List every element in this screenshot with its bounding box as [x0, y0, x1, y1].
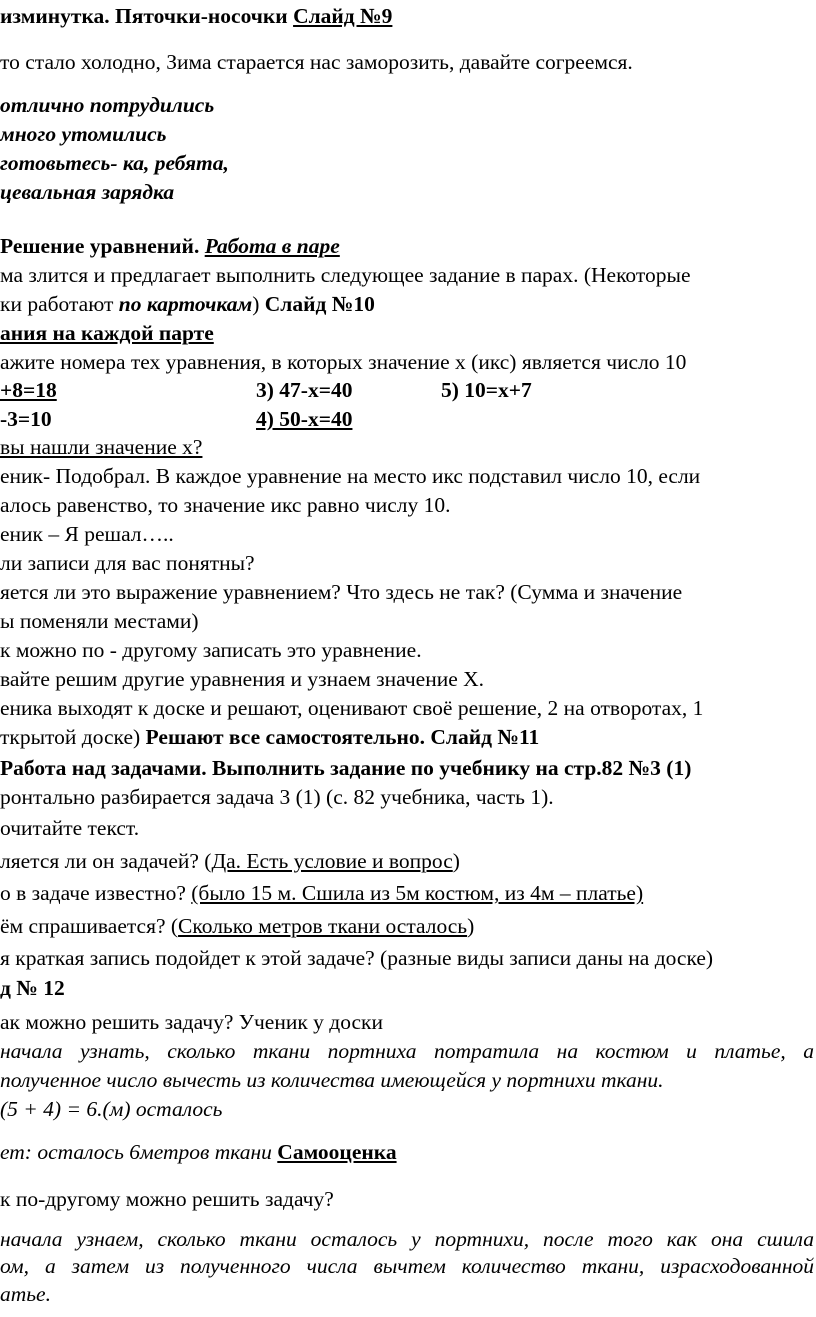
text-span: ) — [452, 849, 460, 873]
self-assessment-label: Самооценка — [277, 1140, 397, 1164]
cards-emphasis: по карточкам — [118, 292, 253, 316]
equations-heading: Решение уравнений — [0, 234, 194, 258]
text-line: ма злится и предлагает выполнить следующее задание в парах. (Некоторые — [0, 263, 691, 287]
text-line: еник- Подобрал. В каждое уравнение на место икс подставил число 10, если — [0, 464, 701, 488]
answer-underlined: (было 15 м. Сшила из 5м костюм, из 4м – платье) — [191, 881, 644, 905]
slide-11-label: Решают все самостоятельно. Слайд №11 — [145, 725, 540, 749]
question-line: вы нашли значение х? — [0, 435, 203, 459]
text-span: ткрытой доске) — [0, 725, 146, 749]
text-line: я краткая запись подойдет к этой задаче? (разные виды записи даны на доске) — [0, 946, 714, 970]
text-line: алось равенство, то значение икс равно числу 10. — [0, 493, 451, 517]
text-line — [0, 291, 375, 317]
solution-line: начала узнать, сколько ткани портниха потратила на костюм и платье, а — [0, 1039, 814, 1063]
solution-expression: (5 + 4) = 6.(м) осталось — [0, 1097, 223, 1121]
poem-line: цевальная зарядка — [0, 180, 175, 204]
equation-3: 3) 47-х=40 — [256, 378, 353, 402]
equation-1: +8=18 — [0, 378, 57, 402]
poem-line: отлично потрудились — [0, 93, 215, 117]
equations-row-1 — [0, 377, 816, 403]
text-line — [0, 848, 460, 874]
text-line — [0, 724, 539, 750]
text-line: к по-другому можно решить задачу? — [0, 1187, 334, 1211]
text-line: ажите номера тех уравнения, в которых значение х (икс) является число 10 — [0, 350, 687, 374]
poem-line: готовьтесь- ка, ребята, — [0, 151, 229, 175]
solution-line: атье. — [0, 1282, 51, 1306]
text-span: ляется ли он задачей? ( — [0, 849, 212, 873]
text-span: ) — [467, 914, 475, 938]
text-line: к можно по - другому записать это уравнение. — [0, 638, 422, 662]
equation-5: 5) 10=х+7 — [441, 378, 532, 402]
text-line: ронтально разбирается задача 3 (1) (с. 82 учебника, часть 1). — [0, 785, 554, 809]
answer-text: ет: осталось 6метров ткани — [0, 1140, 278, 1164]
text-span: ) — [252, 292, 265, 316]
pair-work-label: Работа в паре — [204, 234, 340, 258]
section-title-equations — [0, 233, 340, 259]
text-span: ки работают — [0, 292, 119, 316]
text-line: яется ли это выражение уравнением? Что здесь не так? (Сумма и значение — [0, 580, 683, 604]
equations-row-2 — [0, 406, 816, 432]
text-line: то стало холодно, Зима старается нас заморозить, давайте согреемся. — [0, 50, 633, 74]
text-line — [0, 880, 643, 906]
answer-line — [0, 1139, 397, 1165]
slide-9-label: Слайд №9 — [293, 4, 393, 28]
solution-line: ом, а затем из полученного числа вычтем количество ткани, израсходованной — [0, 1254, 814, 1278]
fizminutka-title: изминутка. Пяточки-носочки — [0, 4, 294, 28]
text-line — [0, 913, 474, 939]
text-line: еника выходят к доске и решают, оценивают своё решение, 2 на отворотах, 1 — [0, 696, 704, 720]
text-line: очитайте текст. — [0, 816, 140, 840]
answer-underlined: Да. Есть условие и вопрос — [211, 849, 453, 873]
answer-underlined: Сколько метров ткани осталось — [178, 914, 468, 938]
slide-10-label: Слайд №10 — [264, 292, 375, 316]
text-line: еник – Я решал….. — [0, 522, 174, 546]
task-heading: ания на каждой парте — [0, 321, 214, 345]
text-span: о в задаче известно? — [0, 881, 192, 905]
poem-line: много утомились — [0, 122, 167, 146]
equation-4: 4) 50-х=40 — [256, 407, 353, 431]
text-span: ём спрашивается? ( — [0, 914, 179, 938]
solution-line: начала узнаем, сколько ткани осталось у портнихи, после того как она сшила — [0, 1227, 814, 1251]
text-line: ы поменяли местами) — [0, 609, 199, 633]
text-line: вайте решим другие уравнения и узнаем значение Х. — [0, 667, 485, 691]
text-line: ак можно решить задачу? Ученик у доски — [0, 1010, 383, 1034]
heading-separator: . — [193, 234, 205, 258]
section-title-tasks: Работа над задачами. Выполнить задание по учебнику на стр.82 №3 (1) — [0, 756, 692, 780]
section-title-fizminutka — [0, 3, 392, 29]
solution-line: полученное число вычесть из количества имеющейся у портнихи ткани. — [0, 1068, 664, 1092]
equation-2: -3=10 — [0, 407, 52, 431]
text-line: ли записи для вас понятны? — [0, 551, 255, 575]
slide-12-label: д № 12 — [0, 976, 65, 1000]
